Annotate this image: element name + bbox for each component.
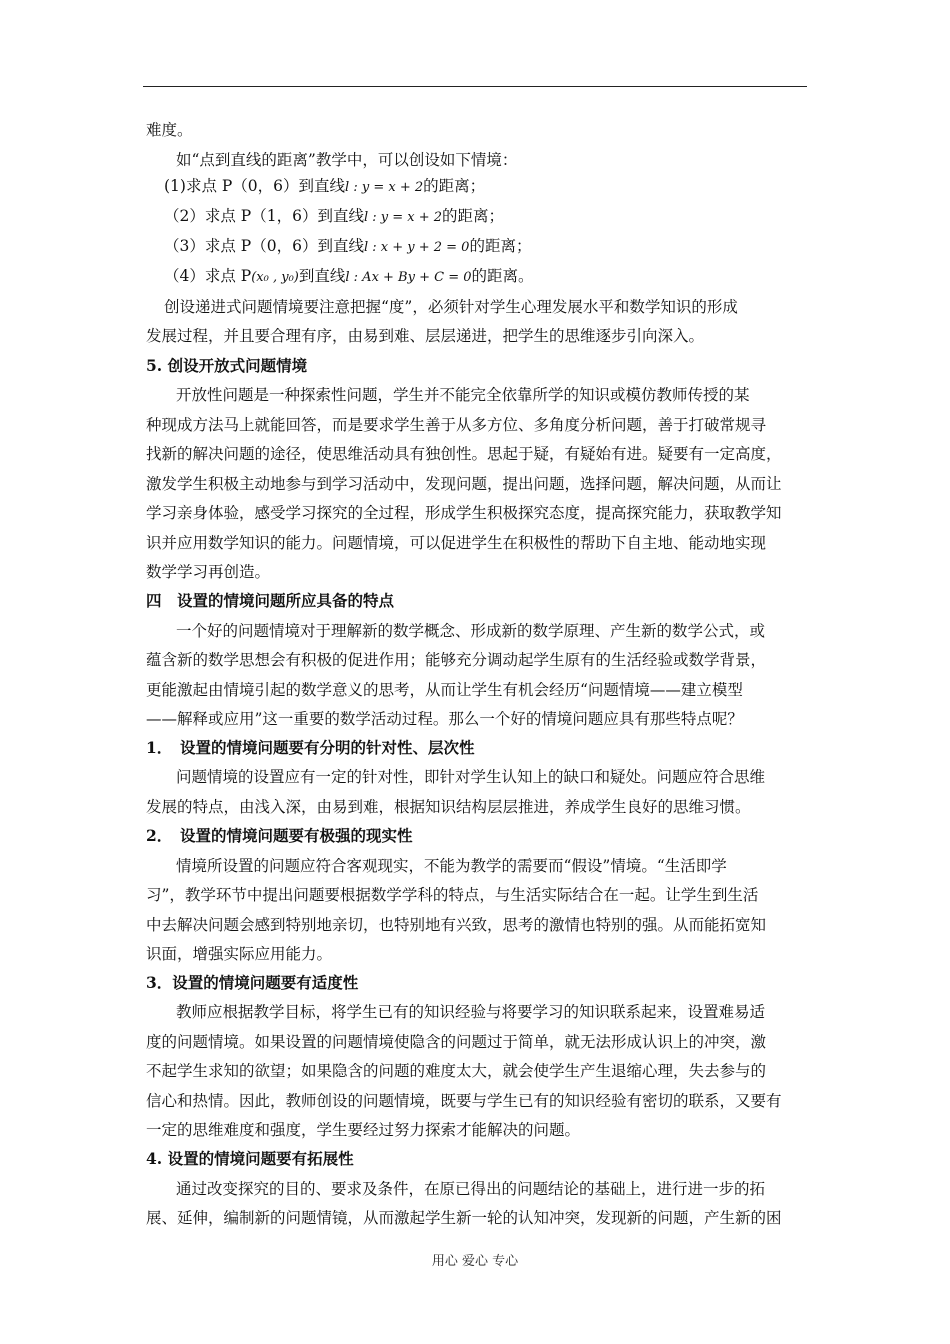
example-4 <box>164 266 828 288</box>
header-rule <box>143 86 807 87</box>
text-line: 找新的解决问题的途径，使思维活动具有独创性。思起于疑，有疑始有进。疑要有一定高度， <box>146 445 782 463</box>
text-line: 不起学生求知的欲望；如果隐含的问题的难度太大，就会使学生产生退缩心理，失去参与的 <box>146 1062 767 1080</box>
example-text: （2）求点 P（1，6）到直线 <box>164 207 364 225</box>
text-line: 展、延伸，编制新的问题情镜，从而激起学生新一轮的认知冲突，发现新的问题，产生新的困 <box>146 1209 782 1227</box>
example-2 <box>164 206 828 228</box>
subsection-heading: 4. 设置的情境问题要有拓展性 <box>146 1149 354 1168</box>
example-text: （4）求点 P <box>164 267 252 285</box>
text-line: 蕴含新的数学思想会有积极的促进作用；能够充分调动起学生原有的生活经验或数学背景， <box>146 651 767 669</box>
text-line: 一个好的问题情境对于理解新的数学概念、形成新的数学原理、产生新的数学公式，或 <box>176 622 766 640</box>
formula: l : y = x + 2 <box>345 180 424 195</box>
text-line: 难度。 <box>146 121 193 139</box>
text-line: 教师应根据教学目标，将学生已有的知识经验与将要学习的知识联系起来，设置难易适 <box>176 1003 766 1021</box>
text-line: 一定的思维难度和强度，学生要经过努力探索才能解决的问题。 <box>146 1121 581 1139</box>
example-3 <box>164 236 828 258</box>
example-text: 的距离； <box>423 177 486 195</box>
text-line: 问题情境的设置应有一定的针对性，即针对学生认知上的缺口和疑处。问题应符合思维 <box>176 768 766 786</box>
subsection-heading: 2． 设置的情境问题要有极强的现实性 <box>146 826 413 845</box>
text-line: 通过改变探究的目的、要求及条件，在原已得出的问题结论的基础上，进行进一步的拓 <box>176 1180 766 1198</box>
text-line: ——解释或应用”这一重要的数学活动过程。那么一个好的情境问题应具有那些特点呢？ <box>146 710 743 728</box>
text-line: 数学学习再创造。 <box>146 563 271 581</box>
subsection-heading: 1． 设置的情境问题要有分明的针对性、层次性 <box>146 738 475 757</box>
formula: (x₀ , y₀) <box>251 270 299 285</box>
example-text: 到直线 <box>298 267 346 285</box>
text-line: 度的问题情境。如果设置的问题情境使隐含的问题过于简单，就无法形成认识上的冲突，激 <box>146 1033 767 1051</box>
section-heading: 四 设置的情境问题所应具备的特点 <box>146 591 395 610</box>
subsection-heading: 3．设置的情境问题要有适度性 <box>146 973 359 992</box>
text-line: 识面，增强实际应用能力。 <box>146 945 333 963</box>
text-line: 开放性问题是一种探索性问题，学生并不能完全依靠所学的知识或模仿教师传授的某 <box>176 386 750 404</box>
text-line: 更能激起由情境引起的数学意义的思考，从而让学生有机会经历“问题情境——建立模型 <box>146 681 743 699</box>
text-line: 如“点到直线的距离”教学中，可以创设如下情境： <box>176 151 518 169</box>
text-line: 创设递进式问题情境要注意把握“度”，必须针对学生心理发展水平和数学知识的形成 <box>164 298 738 316</box>
text-line: 识并应用数学知识的能力。问题情境，可以促进学生在积极性的帮助下自主地、能动地实现 <box>146 534 767 552</box>
formula: l : x + y + 2 = 0 <box>363 240 470 255</box>
text-line: 发展的特点，由浅入深，由易到难，根据知识结构层层推进，养成学生良好的思维习惯。 <box>146 798 751 816</box>
text-line: 习”，教学环节中提出问题要根据数学学科的特点，与生活实际结合在一起。让学生到生活 <box>146 886 759 904</box>
page-footer: 用心 爱心 专心 <box>431 1254 519 1269</box>
section-heading: 5. 创设开放式问题情境 <box>146 356 308 375</box>
text-line: 激发学生积极主动地参与到学习活动中，发现问题，提出问题，选择问题，解决问题，从而让 <box>146 475 782 493</box>
text-line: 学习亲身体验，感受学习探究的全过程，形成学生积极探究态度，提高探究能力，获取教学知 <box>146 504 782 522</box>
text-line: 发展过程，并且要合理有序，由易到难、层层递进，把学生的思维逐步引向深入。 <box>146 327 705 345</box>
text-line: 中去解决问题会感到特别地亲切，也特别地有兴致，思考的激情也特别的强。从而能拓宽知 <box>146 916 767 934</box>
formula: l : y = x + 2 <box>363 210 443 225</box>
text-line: 种现成方法马上就能回答，而是要求学生善于从多方位、多角度分析问题，善于打破常规寻 <box>146 416 767 434</box>
example-text: 的距离； <box>469 237 532 255</box>
text-line: 信心和热情。因此，教师创设的问题情境，既要与学生已有的知识经验有密切的联系，又要有 <box>146 1092 782 1110</box>
example-text: （3）求点 P（0，6）到直线 <box>164 237 364 255</box>
example-text: 的距离。 <box>471 267 534 285</box>
formula: l : Ax + By + C = 0 <box>345 270 472 285</box>
example-1 <box>164 176 828 198</box>
example-text: 的距离； <box>442 207 505 225</box>
example-text: (1)求点 P（0，6）到直线 <box>164 177 346 195</box>
text-line: 情境所设置的问题应符合客观现实，不能为教学的需要而“假设”情境。“生活即学 <box>176 857 727 875</box>
